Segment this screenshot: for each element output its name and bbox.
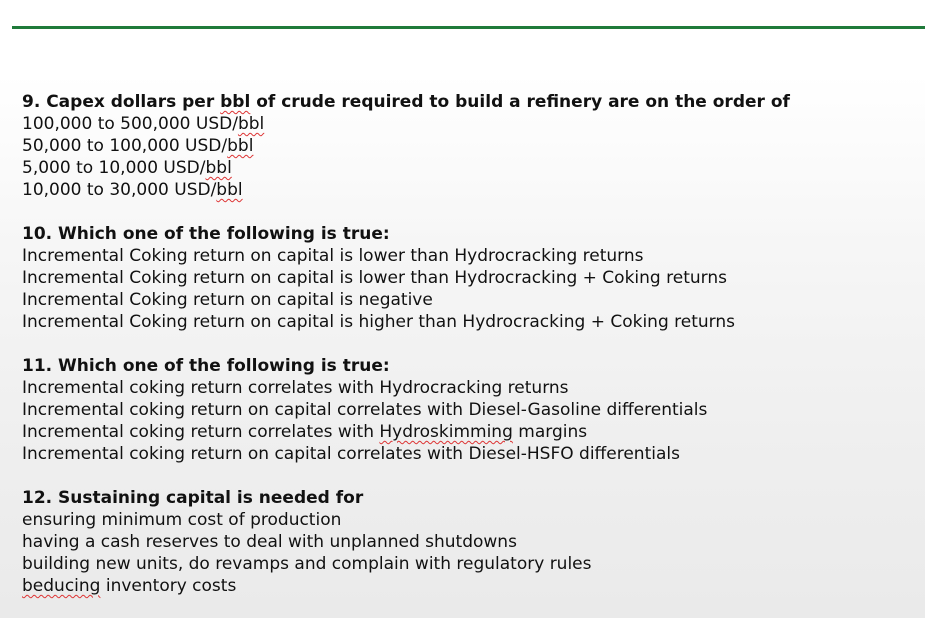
quiz-content <box>22 91 912 619</box>
option-text: 50,000 to 100,000 USD/ <box>22 136 228 156</box>
option-text: 10,000 to 30,000 USD/ <box>22 180 217 200</box>
question-9-title <box>22 91 912 113</box>
question-10-option-3: Incremental Coking return on capital is negative <box>22 290 433 310</box>
question-12-option-3: building new units, do revamps and complain with regulatory rules <box>22 554 592 574</box>
question-10-title: 10. Which one of the following is true: <box>22 224 390 244</box>
header-rule <box>12 26 925 29</box>
option-text: margins <box>512 422 588 442</box>
question-11-option-4: Incremental coking return on capital correlates with Diesel-HSFO differentials <box>22 444 680 464</box>
option-text: Incremental coking return correlates with <box>22 422 380 442</box>
question-12 <box>22 487 912 597</box>
question-12-option-4 <box>22 575 912 597</box>
question-9-option-3 <box>22 157 912 179</box>
question-10-option-1: Incremental Coking return on capital is lower than Hydrocracking returns <box>22 246 644 266</box>
spellcheck-word: bbl <box>205 158 232 178</box>
question-10-option-4: Incremental Coking return on capital is higher than Hydrocracking + Coking returns <box>22 312 735 332</box>
question-10-option-2: Incremental Coking return on capital is lower than Hydrocracking + Coking returns <box>22 268 727 288</box>
option-text: 5,000 to 10,000 USD/ <box>22 158 206 178</box>
question-11 <box>22 355 912 465</box>
question-10 <box>22 223 912 333</box>
spellcheck-word: bbl <box>237 114 265 134</box>
question-11-option-1: Incremental coking return correlates with Hydrocracking returns <box>22 378 569 398</box>
spellcheck-word: beducing <box>22 576 101 596</box>
spellcheck-word: bbl <box>216 180 243 200</box>
question-11-option-2: Incremental coking return on capital correlates with Diesel-Gasoline differentials <box>22 400 708 420</box>
question-9-option-1 <box>22 113 912 135</box>
question-11-option-3 <box>22 421 912 443</box>
option-text: inventory costs <box>100 576 237 596</box>
question-9-option-2 <box>22 135 912 157</box>
question-12-title: 12. Sustaining capital is needed for <box>22 488 364 508</box>
question-11-title: 11. Which one of the following is true: <box>22 356 390 376</box>
spellcheck-word: bbl <box>220 92 251 112</box>
spellcheck-word: Hydroskimming <box>379 422 513 442</box>
question-12-option-1: ensuring minimum cost of production <box>22 510 342 530</box>
spellcheck-word: bbl <box>227 136 254 156</box>
question-9-suffix: of crude required to build a refinery are on the order of <box>250 92 790 112</box>
question-9-option-4 <box>22 179 912 201</box>
question-9 <box>22 91 912 201</box>
option-text: 100,000 to 500,000 USD/ <box>22 114 238 134</box>
question-9-prefix: 9. Capex dollars per <box>22 92 221 112</box>
question-12-option-2: having a cash reserves to deal with unplanned shutdowns <box>22 532 517 552</box>
